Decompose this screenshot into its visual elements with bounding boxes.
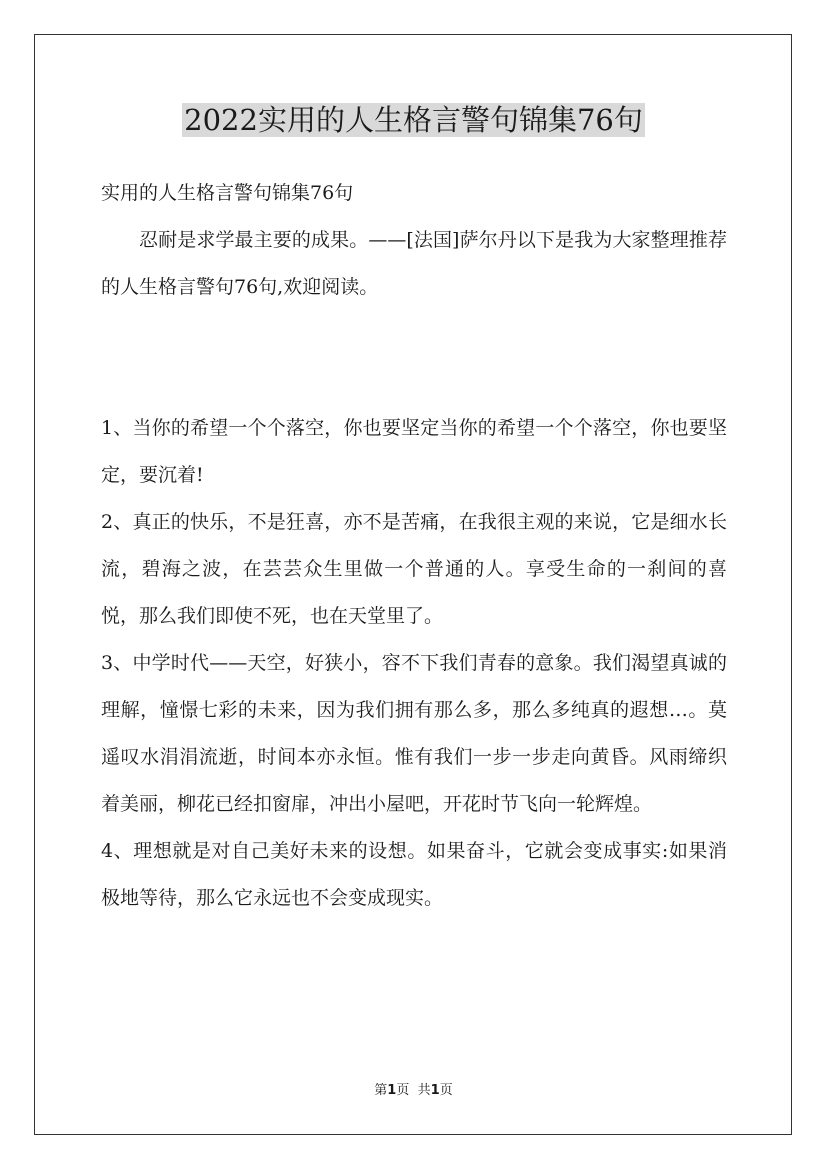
document-subtitle: 实用的人生格言警句锦集76句 [101, 182, 354, 204]
total-suffix: 页 [439, 1083, 453, 1098]
intro-paragraph: 忍耐是求学最主要的成果。——[法国]萨尔丹以下是我为大家整理推荐的人生格言警句76句,欢迎阅读。 [101, 229, 727, 298]
page-prefix: 第 [374, 1083, 388, 1098]
list-item: 4、理想就是对自己美好未来的设想。如果奋斗，它就会变成事实:如果消极地等待，那么它永远也不会变成现实。 [101, 840, 727, 909]
document-title-text: 2022实用的人生格言警句锦集76句 [184, 103, 643, 137]
list-item: 1、当你的希望一个个落空，你也要坚定当你的希望一个个落空，你也要坚定，要沉着! [101, 417, 727, 486]
page-total: 1 [430, 1083, 440, 1098]
page-footer [0, 1082, 827, 1100]
blank-line [101, 311, 727, 405]
page-suffix: 页 [396, 1083, 410, 1098]
total-prefix: 共 [417, 1083, 431, 1098]
page-current: 1 [387, 1083, 397, 1098]
list-item: 2、真正的快乐，不是狂喜，亦不是苦痛，在我很主观的来说，它是细水长流，碧海之波，在芸芸众生里做一个普通的人。享受生命的一刹间的喜悦，那么我们即使不死，也在天堂里了。 [101, 511, 727, 627]
document-title [0, 100, 827, 140]
document-body [101, 170, 727, 922]
list-item: 3、中学时代——天空，好狭小，容不下我们青春的意象。我们渴望真诚的理解，憧憬七彩的未来，因为我们拥有那么多，那么多纯真的遐想…。莫遥叹水涓涓流逝，时间本亦永恒。惟有我们一步一步走向黄昏。风雨缔织着美丽，柳花已经扣窗扉，冲出小屋吧，开花时节飞向一轮辉煌。 [101, 652, 727, 815]
